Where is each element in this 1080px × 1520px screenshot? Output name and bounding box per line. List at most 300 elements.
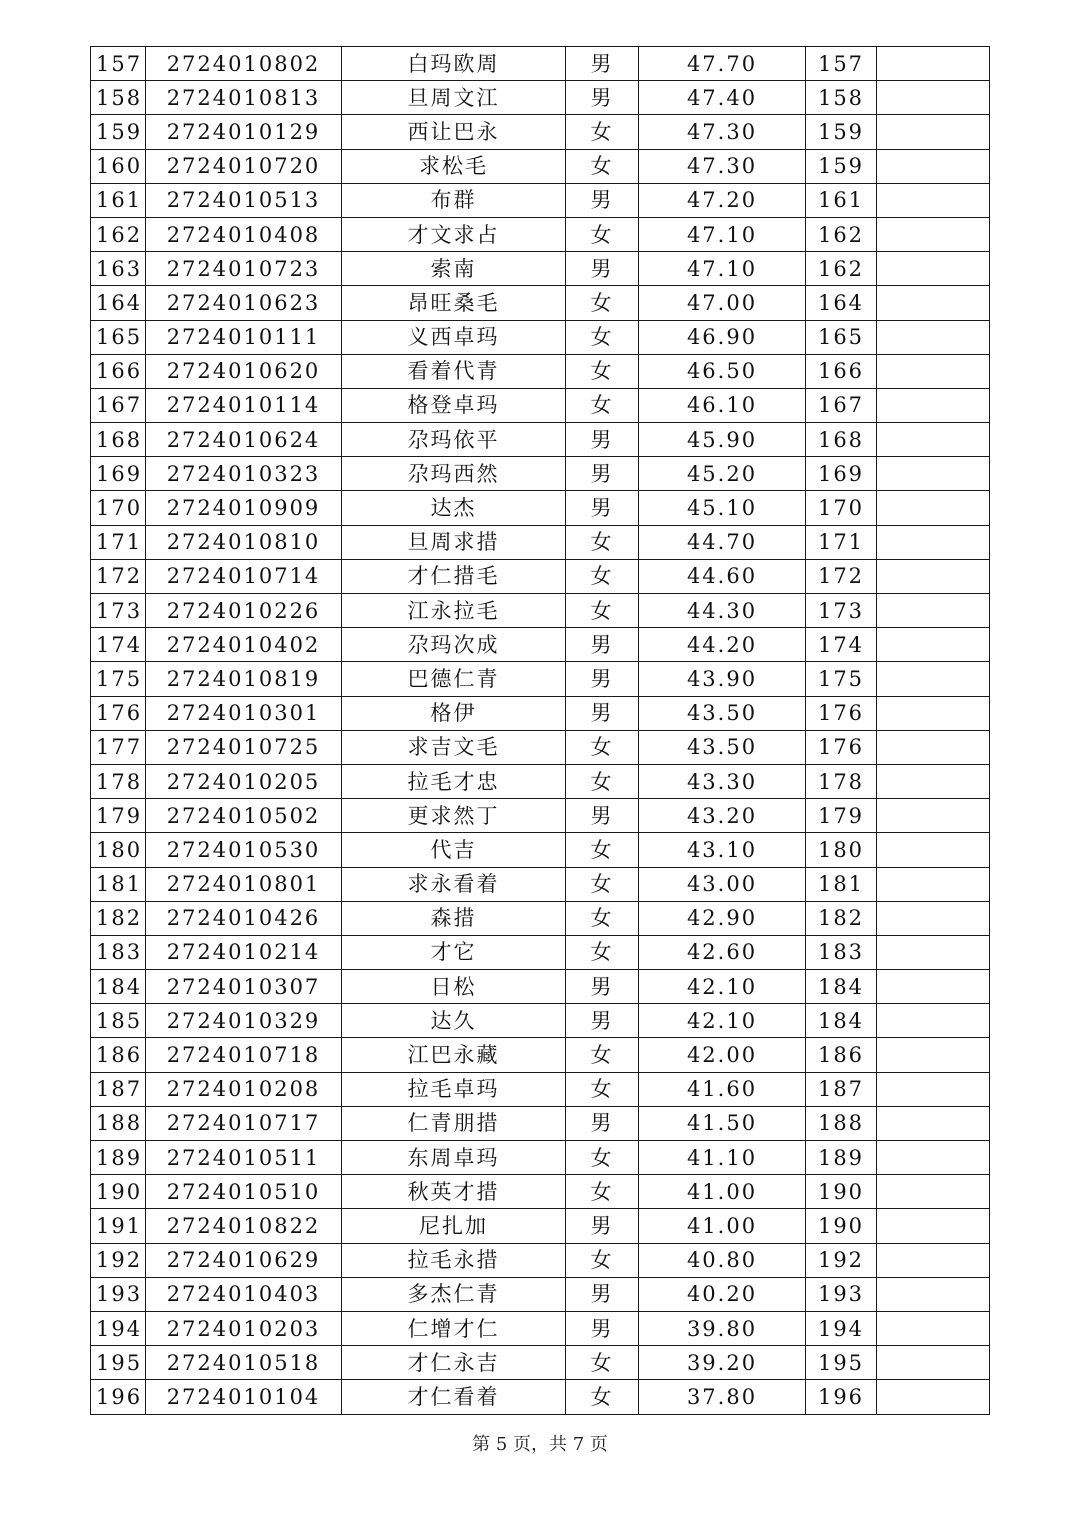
cell-gender: 女: [566, 1175, 639, 1209]
cell-name: 求吉文毛: [342, 730, 566, 764]
cell-gender: 男: [566, 1311, 639, 1345]
cell-score: 43.90: [639, 662, 806, 696]
cell-seq: 163: [91, 252, 146, 286]
cell-seq: 165: [91, 320, 146, 354]
cell-rank: 173: [806, 594, 877, 628]
cell-gender: 女: [566, 1072, 639, 1106]
table-row: [91, 1209, 990, 1243]
cell-score: 44.20: [639, 628, 806, 662]
cell-remark: [877, 730, 990, 764]
cell-exam-id: 2724010909: [146, 491, 342, 525]
cell-score: 41.10: [639, 1141, 806, 1175]
cell-remark: [877, 354, 990, 388]
cell-name: 多杰仁青: [342, 1277, 566, 1311]
cell-seq: 168: [91, 423, 146, 457]
cell-exam-id: 2724010323: [146, 457, 342, 491]
cell-rank: 187: [806, 1072, 877, 1106]
cell-gender: 女: [566, 1141, 639, 1175]
cell-exam-id: 2724010307: [146, 970, 342, 1004]
cell-score: 43.50: [639, 696, 806, 730]
cell-gender: 男: [566, 662, 639, 696]
cell-remark: [877, 628, 990, 662]
cell-seq: 157: [91, 47, 146, 81]
cell-seq: 189: [91, 1141, 146, 1175]
cell-exam-id: 2724010403: [146, 1277, 342, 1311]
cell-exam-id: 2724010620: [146, 354, 342, 388]
cell-score: 47.30: [639, 149, 806, 183]
cell-name: 代吉: [342, 833, 566, 867]
cell-gender: 女: [566, 764, 639, 798]
cell-name: 格伊: [342, 696, 566, 730]
cell-score: 42.10: [639, 970, 806, 1004]
cell-name: 格登卓玛: [342, 388, 566, 422]
page-footer: 第 5 页，共 7 页: [472, 1434, 608, 1455]
table-row: [91, 1038, 990, 1072]
cell-name: 东周卓玛: [342, 1141, 566, 1175]
cell-rank: 176: [806, 730, 877, 764]
cell-gender: 男: [566, 1209, 639, 1243]
cell-exam-id: 2724010810: [146, 525, 342, 559]
cell-score: 47.20: [639, 183, 806, 217]
cell-score: 41.00: [639, 1175, 806, 1209]
cell-remark: [877, 286, 990, 320]
cell-rank: 162: [806, 217, 877, 251]
cell-gender: 男: [566, 1004, 639, 1038]
table-row: [91, 1175, 990, 1209]
cell-remark: [877, 1038, 990, 1072]
cell-seq: 166: [91, 354, 146, 388]
cell-remark: [877, 559, 990, 593]
cell-name: 江永拉毛: [342, 594, 566, 628]
cell-rank: 174: [806, 628, 877, 662]
table-row: [91, 696, 990, 730]
table-row: [91, 47, 990, 81]
table-row: [91, 354, 990, 388]
cell-seq: 161: [91, 183, 146, 217]
cell-seq: 160: [91, 149, 146, 183]
cell-rank: 169: [806, 457, 877, 491]
table-row: [91, 388, 990, 422]
cell-rank: 168: [806, 423, 877, 457]
table-row: [91, 799, 990, 833]
cell-name: 布群: [342, 183, 566, 217]
cell-rank: 179: [806, 799, 877, 833]
cell-name: 旦周文江: [342, 81, 566, 115]
cell-gender: 男: [566, 81, 639, 115]
cell-rank: 186: [806, 1038, 877, 1072]
cell-exam-id: 2724010518: [146, 1346, 342, 1380]
cell-remark: [877, 149, 990, 183]
cell-rank: 178: [806, 764, 877, 798]
table-row: [91, 970, 990, 1004]
cell-rank: 181: [806, 867, 877, 901]
cell-name: 江巴永藏: [342, 1038, 566, 1072]
table-row: [91, 1277, 990, 1311]
cell-remark: [877, 1346, 990, 1380]
cell-exam-id: 2724010819: [146, 662, 342, 696]
cell-rank: 195: [806, 1346, 877, 1380]
table-row: [91, 1243, 990, 1277]
cell-exam-id: 2724010623: [146, 286, 342, 320]
cell-score: 41.50: [639, 1106, 806, 1140]
cell-score: 44.60: [639, 559, 806, 593]
table-row: [91, 730, 990, 764]
cell-remark: [877, 1175, 990, 1209]
cell-gender: 女: [566, 559, 639, 593]
cell-name: 索南: [342, 252, 566, 286]
cell-score: 42.90: [639, 901, 806, 935]
cell-exam-id: 2724010510: [146, 1175, 342, 1209]
cell-remark: [877, 1380, 990, 1414]
cell-exam-id: 2724010208: [146, 1072, 342, 1106]
cell-name: 才仁看着: [342, 1380, 566, 1414]
cell-score: 39.20: [639, 1346, 806, 1380]
cell-seq: 180: [91, 833, 146, 867]
cell-gender: 女: [566, 525, 639, 559]
cell-rank: 165: [806, 320, 877, 354]
cell-name: 巴德仁青: [342, 662, 566, 696]
cell-gender: 女: [566, 320, 639, 354]
cell-exam-id: 2724010725: [146, 730, 342, 764]
cell-seq: 181: [91, 867, 146, 901]
cell-seq: 167: [91, 388, 146, 422]
cell-score: 43.30: [639, 764, 806, 798]
cell-seq: 170: [91, 491, 146, 525]
cell-exam-id: 2724010624: [146, 423, 342, 457]
cell-name: 尼扎加: [342, 1209, 566, 1243]
cell-rank: 188: [806, 1106, 877, 1140]
cell-exam-id: 2724010802: [146, 47, 342, 81]
cell-score: 44.70: [639, 525, 806, 559]
cell-remark: [877, 935, 990, 969]
cell-name: 求松毛: [342, 149, 566, 183]
table-row: [91, 525, 990, 559]
cell-rank: 157: [806, 47, 877, 81]
cell-gender: 男: [566, 491, 639, 525]
cell-seq: 186: [91, 1038, 146, 1072]
cell-gender: 女: [566, 1243, 639, 1277]
table-row: [91, 1380, 990, 1414]
cell-exam-id: 2724010408: [146, 217, 342, 251]
cell-gender: 男: [566, 1106, 639, 1140]
cell-score: 41.00: [639, 1209, 806, 1243]
cell-gender: 男: [566, 696, 639, 730]
table-row: [91, 423, 990, 457]
cell-seq: 162: [91, 217, 146, 251]
cell-score: 45.20: [639, 457, 806, 491]
cell-remark: [877, 252, 990, 286]
table-row: [91, 764, 990, 798]
cell-name: 求永看着: [342, 867, 566, 901]
cell-gender: 男: [566, 47, 639, 81]
cell-name: 看着代青: [342, 354, 566, 388]
cell-remark: [877, 901, 990, 935]
cell-rank: 196: [806, 1380, 877, 1414]
cell-remark: [877, 799, 990, 833]
table-row: [91, 867, 990, 901]
cell-seq: 184: [91, 970, 146, 1004]
cell-seq: 173: [91, 594, 146, 628]
cell-name: 尕玛依平: [342, 423, 566, 457]
cell-remark: [877, 1277, 990, 1311]
cell-rank: 184: [806, 1004, 877, 1038]
table-row: [91, 594, 990, 628]
cell-seq: 193: [91, 1277, 146, 1311]
cell-seq: 196: [91, 1380, 146, 1414]
cell-name: 义西卓玛: [342, 320, 566, 354]
cell-remark: [877, 867, 990, 901]
cell-rank: 176: [806, 696, 877, 730]
cell-gender: 女: [566, 867, 639, 901]
cell-rank: 180: [806, 833, 877, 867]
cell-remark: [877, 217, 990, 251]
cell-name: 仁青朋措: [342, 1106, 566, 1140]
cell-score: 46.10: [639, 388, 806, 422]
cell-gender: 男: [566, 183, 639, 217]
cell-exam-id: 2724010301: [146, 696, 342, 730]
table-row: [91, 1106, 990, 1140]
cell-seq: 185: [91, 1004, 146, 1038]
cell-name: 才仁永吉: [342, 1346, 566, 1380]
cell-exam-id: 2724010511: [146, 1141, 342, 1175]
cell-gender: 女: [566, 833, 639, 867]
cell-score: 47.10: [639, 217, 806, 251]
cell-gender: 男: [566, 1277, 639, 1311]
cell-seq: 179: [91, 799, 146, 833]
cell-gender: 女: [566, 354, 639, 388]
cell-seq: 176: [91, 696, 146, 730]
cell-score: 46.90: [639, 320, 806, 354]
cell-remark: [877, 1209, 990, 1243]
cell-score: 43.10: [639, 833, 806, 867]
cell-seq: 178: [91, 764, 146, 798]
cell-score: 43.20: [639, 799, 806, 833]
cell-seq: 175: [91, 662, 146, 696]
cell-gender: 男: [566, 423, 639, 457]
cell-gender: 女: [566, 901, 639, 935]
cell-exam-id: 2724010513: [146, 183, 342, 217]
cell-exam-id: 2724010629: [146, 1243, 342, 1277]
cell-score: 45.90: [639, 423, 806, 457]
cell-remark: [877, 1141, 990, 1175]
cell-gender: 男: [566, 799, 639, 833]
cell-exam-id: 2724010426: [146, 901, 342, 935]
cell-rank: 189: [806, 1141, 877, 1175]
cell-remark: [877, 662, 990, 696]
cell-rank: 182: [806, 901, 877, 935]
cell-gender: 男: [566, 457, 639, 491]
cell-exam-id: 2724010129: [146, 115, 342, 149]
cell-name: 森措: [342, 901, 566, 935]
cell-remark: [877, 320, 990, 354]
cell-seq: 159: [91, 115, 146, 149]
table-row: [91, 252, 990, 286]
cell-rank: 170: [806, 491, 877, 525]
cell-gender: 女: [566, 594, 639, 628]
cell-name: 尕玛西然: [342, 457, 566, 491]
cell-name: 拉毛卓玛: [342, 1072, 566, 1106]
cell-remark: [877, 81, 990, 115]
cell-seq: 158: [91, 81, 146, 115]
cell-name: 达久: [342, 1004, 566, 1038]
cell-gender: 女: [566, 730, 639, 764]
cell-gender: 女: [566, 115, 639, 149]
cell-seq: 190: [91, 1175, 146, 1209]
cell-gender: 男: [566, 970, 639, 1004]
cell-remark: [877, 696, 990, 730]
cell-gender: 女: [566, 1038, 639, 1072]
cell-exam-id: 2724010723: [146, 252, 342, 286]
cell-seq: 164: [91, 286, 146, 320]
cell-rank: 192: [806, 1243, 877, 1277]
cell-gender: 女: [566, 388, 639, 422]
cell-name: 昂旺桑毛: [342, 286, 566, 320]
cell-score: 45.10: [639, 491, 806, 525]
cell-score: 42.60: [639, 935, 806, 969]
cell-score: 46.50: [639, 354, 806, 388]
results-table-body: [91, 47, 990, 1415]
cell-rank: 190: [806, 1209, 877, 1243]
cell-seq: 191: [91, 1209, 146, 1243]
cell-exam-id: 2724010714: [146, 559, 342, 593]
cell-gender: 女: [566, 217, 639, 251]
cell-gender: 女: [566, 149, 639, 183]
cell-score: 41.60: [639, 1072, 806, 1106]
cell-score: 42.10: [639, 1004, 806, 1038]
cell-score: 43.00: [639, 867, 806, 901]
cell-name: 旦周求措: [342, 525, 566, 559]
cell-remark: [877, 1072, 990, 1106]
cell-gender: 男: [566, 252, 639, 286]
cell-rank: 184: [806, 970, 877, 1004]
cell-gender: 女: [566, 1346, 639, 1380]
table-row: [91, 457, 990, 491]
cell-remark: [877, 1004, 990, 1038]
cell-score: 39.80: [639, 1311, 806, 1345]
cell-rank: 166: [806, 354, 877, 388]
cell-exam-id: 2724010111: [146, 320, 342, 354]
cell-exam-id: 2724010205: [146, 764, 342, 798]
results-table: [90, 46, 990, 1415]
cell-seq: 182: [91, 901, 146, 935]
table-row: [91, 559, 990, 593]
cell-seq: 188: [91, 1106, 146, 1140]
cell-seq: 174: [91, 628, 146, 662]
cell-rank: 167: [806, 388, 877, 422]
cell-name: 更求然丁: [342, 799, 566, 833]
cell-exam-id: 2724010822: [146, 1209, 342, 1243]
cell-rank: 183: [806, 935, 877, 969]
cell-exam-id: 2724010720: [146, 149, 342, 183]
cell-name: 拉毛永措: [342, 1243, 566, 1277]
cell-name: 白玛欧周: [342, 47, 566, 81]
cell-gender: 女: [566, 935, 639, 969]
cell-score: 47.40: [639, 81, 806, 115]
cell-rank: 161: [806, 183, 877, 217]
cell-exam-id: 2724010502: [146, 799, 342, 833]
cell-exam-id: 2724010402: [146, 628, 342, 662]
cell-remark: [877, 525, 990, 559]
cell-name: 尕玛次成: [342, 628, 566, 662]
cell-seq: 171: [91, 525, 146, 559]
cell-name: 秋英才措: [342, 1175, 566, 1209]
cell-name: 才文求占: [342, 217, 566, 251]
cell-rank: 158: [806, 81, 877, 115]
cell-name: 仁增才仁: [342, 1311, 566, 1345]
cell-exam-id: 2724010801: [146, 867, 342, 901]
cell-remark: [877, 833, 990, 867]
cell-exam-id: 2724010813: [146, 81, 342, 115]
table-row: [91, 1004, 990, 1038]
table-row: [91, 149, 990, 183]
cell-score: 47.70: [639, 47, 806, 81]
cell-gender: 女: [566, 286, 639, 320]
table-row: [91, 81, 990, 115]
cell-rank: 159: [806, 149, 877, 183]
cell-seq: 194: [91, 1311, 146, 1345]
table-row: [91, 183, 990, 217]
cell-rank: 175: [806, 662, 877, 696]
cell-seq: 177: [91, 730, 146, 764]
cell-rank: 171: [806, 525, 877, 559]
cell-seq: 187: [91, 1072, 146, 1106]
table-row: [91, 1072, 990, 1106]
cell-exam-id: 2724010214: [146, 935, 342, 969]
cell-remark: [877, 183, 990, 217]
cell-remark: [877, 1311, 990, 1345]
table-row: [91, 115, 990, 149]
cell-remark: [877, 115, 990, 149]
cell-remark: [877, 1243, 990, 1277]
cell-remark: [877, 594, 990, 628]
table-row: [91, 217, 990, 251]
cell-name: 才仁措毛: [342, 559, 566, 593]
cell-remark: [877, 491, 990, 525]
cell-remark: [877, 457, 990, 491]
cell-exam-id: 2724010203: [146, 1311, 342, 1345]
cell-remark: [877, 388, 990, 422]
cell-score: 47.00: [639, 286, 806, 320]
cell-name: 达杰: [342, 491, 566, 525]
table-row: [91, 628, 990, 662]
cell-rank: 172: [806, 559, 877, 593]
table-row: [91, 1141, 990, 1175]
table-row: [91, 1346, 990, 1380]
cell-rank: 162: [806, 252, 877, 286]
cell-name: 日松: [342, 970, 566, 1004]
cell-name: 西让巴永: [342, 115, 566, 149]
table-row: [91, 1311, 990, 1345]
cell-exam-id: 2724010717: [146, 1106, 342, 1140]
cell-remark: [877, 764, 990, 798]
cell-score: 44.30: [639, 594, 806, 628]
cell-gender: 男: [566, 628, 639, 662]
cell-score: 40.20: [639, 1277, 806, 1311]
cell-name: 拉毛才忠: [342, 764, 566, 798]
cell-seq: 169: [91, 457, 146, 491]
cell-exam-id: 2724010329: [146, 1004, 342, 1038]
table-row: [91, 833, 990, 867]
cell-gender: 女: [566, 1380, 639, 1414]
cell-exam-id: 2724010718: [146, 1038, 342, 1072]
cell-seq: 192: [91, 1243, 146, 1277]
cell-remark: [877, 423, 990, 457]
cell-name: 才它: [342, 935, 566, 969]
cell-seq: 172: [91, 559, 146, 593]
table-row: [91, 286, 990, 320]
cell-rank: 193: [806, 1277, 877, 1311]
table-row: [91, 491, 990, 525]
